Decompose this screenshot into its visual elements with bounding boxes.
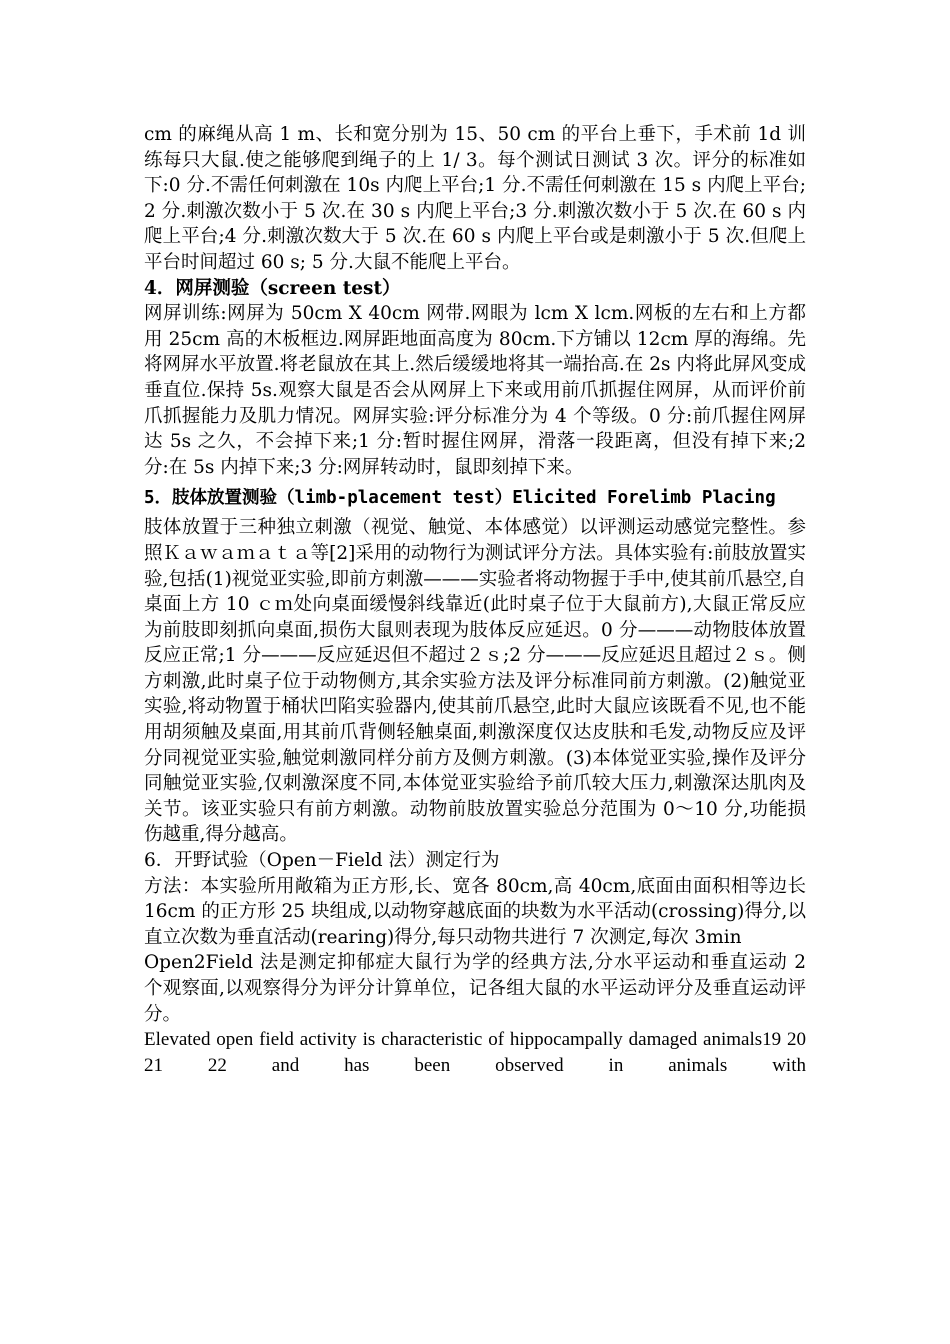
screen-test-paragraph: 网屏训练:网屏为 50cm X 40cm 网带.网眼为 lcm X lcm.网板的左右和上方都用 25cm 高的木板框边.网屏距地面高度为 80cm.下方铺以 12cm 厚的海绵。先将网屏水平放置.将老鼠放在其上.然后缓缓地将其一端抬高.在 2s 内将此屏风变成垂直位.保持 5s.观察大鼠是否会从网屏上下来或用前爪抓握住网屏，从而评价前爪抓握能力及肌力情况。网屏实验:评分标准分为 4 个等级。0 分:前爪握住网屏达 5s 之久，不会掉下来;1 分:暂时握住网屏，滑落一段距离，但没有掉下来;2 分:在 5s 内掉下来;3 分:网屏转动时，鼠即刻掉下来。	[144, 303, 806, 478]
section-heading-limb-placement: 5．肢体放置测验（limb-placement test）Elicited Forelimb Placing	[144, 488, 776, 509]
rope-climb-scoring-paragraph: cm 的麻绳从高 1 m、长和宽分别为 15、50 cm 的平台上垂下，手术前 1d 训练每只大鼠.使之能够爬到绳子的上 1/ 3。每个测试日测试 3 次。评分的标准如下:0 分.不需任何刺激在 10s 内爬上平台;1 分.不需任何刺激在 15 s 内爬上平台;2 分.刺激次数小于 5 次.在 30 s 内爬上平台;3 分.刺激次数小于 5 次.在 60 s 内爬上平台;4 分.刺激次数大于 5 次.在 60 s 内爬上平台或是刺激小于 5 次.但爬上平台时间超过 60 s; 5 分.大鼠不能爬上平台。	[144, 124, 806, 273]
document-page	[144, 122, 806, 1078]
limb-placement-paragraph: 肢体放置于三种独立刺激（视觉、触觉、本体感觉）以评测运动感觉完整性。参照Ｋａｗａｍａｔａ等[2]采用的动物行为测试评分方法。具体实验有:前肢放置实验,包括(1)视觉亚实验,即前方刺激———实验者将动物握于手中,使其前爪悬空,自桌面上方 10 ｃｍ处向桌面缓慢斜线靠近(此时桌子位于大鼠前方),大鼠正常反应为前肢即刻抓向桌面,损伤大鼠则表现为肢体反应延迟。0 分———动物肢体放置反应正常;1 分———反应延迟但不超过２ｓ;2 分———反应延迟且超过２ｓ。侧方刺激,此时桌子位于动物侧方,其余实验方法及评分标准同前方刺激。(2)触觉亚实验,将动物置于桶状凹陷实验器内,使其前爪悬空,此时大鼠应该既看不见,也不能用胡须触及桌面,用其前爪背侧轻触桌面,刺激深度仅达皮肤和毛发,动物反应及评分同视觉亚实验,触觉刺激同样分前方及侧方刺激。(3)本体觉亚实验,操作及评分同触觉亚实验,仅刺激深度不同,本体觉亚实验给予前爪较大压力,刺激深达肌肉及关节。该亚实验只有前方刺激。动物前肢放置实验总分范围为 0～10 分,功能损伤越重,得分越高。	[144, 517, 806, 846]
open-field-description-paragraph: Open2Field 法是测定抑郁症大鼠行为学的经典方法,分水平运动和垂直运动 2 个观察面,以观察得分为评分计算单位，记各组大鼠的水平运动评分及垂直运动评分。	[144, 952, 806, 1025]
section-heading-open-field: 6．开野试验（Open－Field 法）测定行为	[144, 850, 500, 872]
open-field-method-paragraph: 方法：本实验所用敞箱为正方形,长、宽各 80cm,高 40cm,底面由面积相等边长 16cm 的正方形 25 块组成,以动物穿越底面的块数为水平活动(crossing)得分,以直立次数为垂直活动(rearing)得分,每只动物共进行 7 次测定,每次 3min	[144, 875, 806, 948]
section-heading-screen-test: 4．网屏测验（screen test）	[144, 277, 401, 299]
english-paragraph: Elevated open field activity is characteristic of hippocampally damaged animals19 20 21 22 and has been observed in animals with	[144, 1029, 806, 1076]
